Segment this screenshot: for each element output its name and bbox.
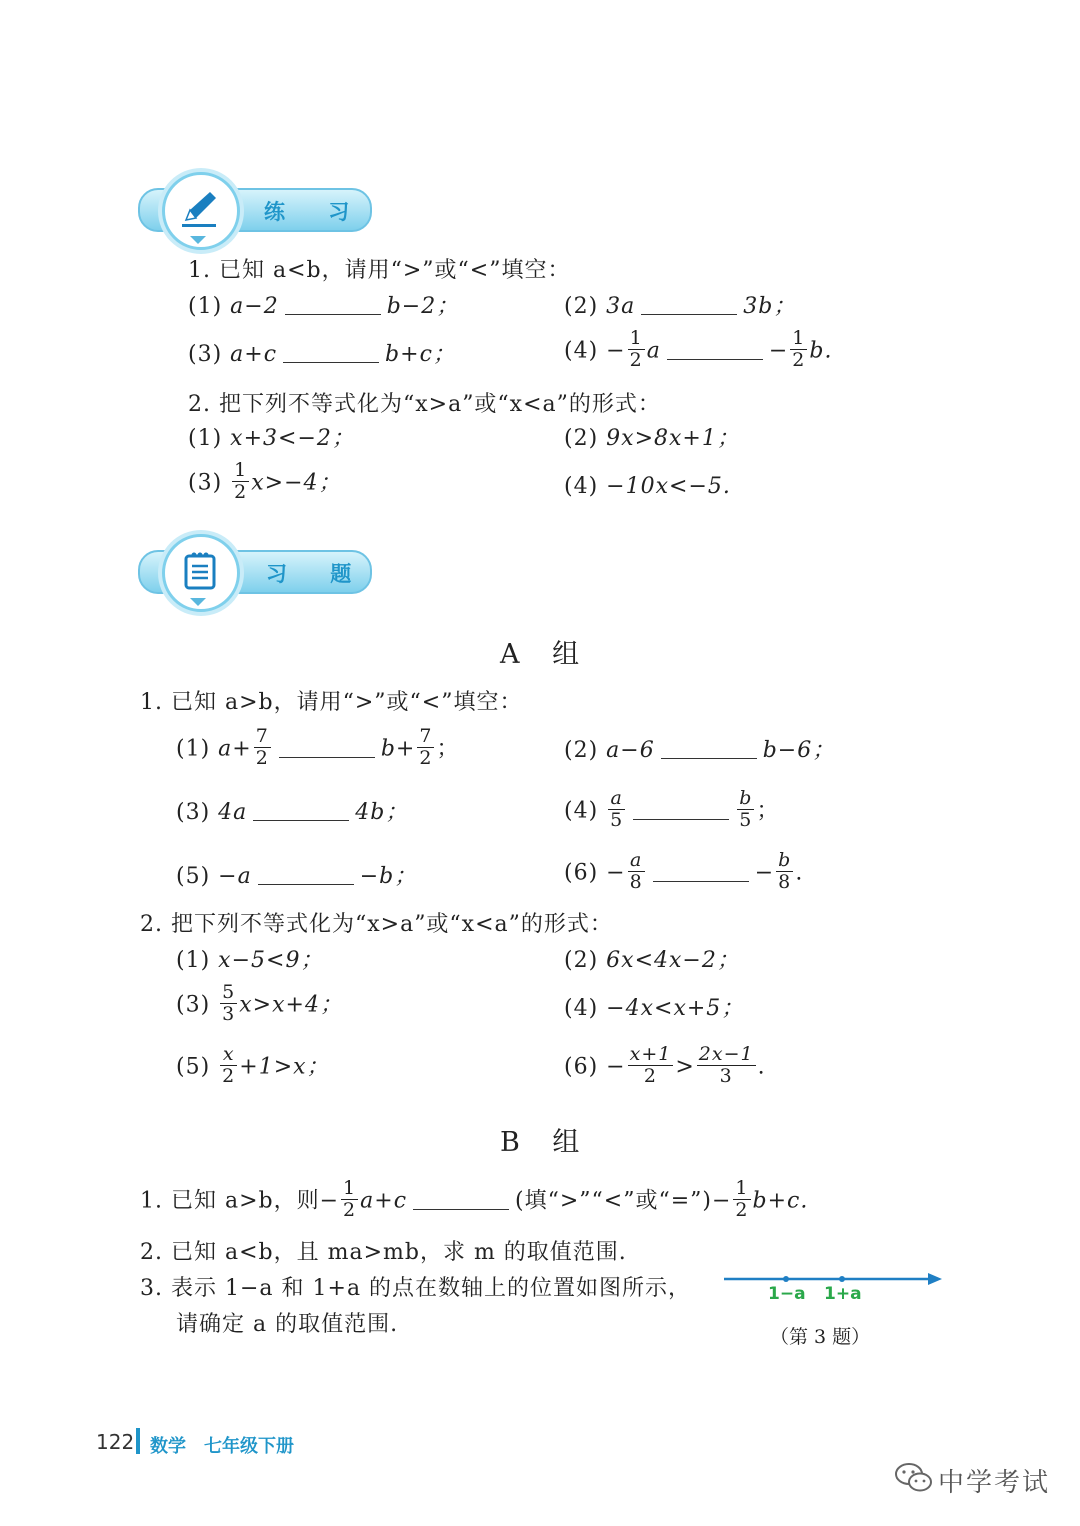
group-a-q1-item6: (6) − $\frac{a}{8}$ − $\frac{b}{8}$ . [564,849,804,893]
answer-blank[interactable] [413,1189,509,1210]
point-1-minus-a [783,1276,789,1282]
exercise-arrow [190,598,206,606]
group-a-q2-item2: (2) 6x<4x−2； [564,948,740,973]
fraction: $\frac{b}{8}$ [778,849,792,893]
fraction: $\frac{5}{3}$ [222,981,236,1025]
group-a-q2-item1: (1) x−5<9； [176,948,324,973]
exercise-label: 习 题 [266,562,370,586]
fraction: $\frac{1}{2}$ [735,1177,749,1221]
group-a-q1: 1. 已知 a>b，请用“>”或“<”填空： [140,690,523,715]
fraction: $\frac{1}{2}$ [629,327,643,371]
fraction: $\frac{7}{2}$ [255,725,269,769]
wechat-icon [894,1460,934,1496]
practice-q1: 1. 已知 a<b，请用“>”或“<”填空： [188,258,571,283]
page-number: 122 [96,1430,135,1454]
practice-label: 练 习 [264,200,368,224]
footer-divider [136,1428,140,1454]
pencil-icon [178,186,222,230]
practice-arrow [190,236,206,244]
answer-blank[interactable] [641,294,737,315]
answer-blank[interactable] [258,864,354,885]
practice-q1-item4: (4) − $\frac{1}{2}$ a − $\frac{1}{2}$ b. [564,327,833,371]
practice-q2: 2. 把下列不等式化为“x>a”或“x<a”的形式： [188,392,661,417]
group-a-q2: 2. 把下列不等式化为“x>a”或“x<a”的形式： [140,912,613,937]
group-a-q1-item5: (5) −a −b； [176,864,418,889]
group-a-q2-item6: (6) − $\frac{x+1}{2}$ > $\frac{2x-1}{3}$ . [564,1043,766,1087]
answer-blank[interactable] [285,294,381,315]
fraction: $\frac{x}{2}$ [222,1043,236,1087]
group-b-q2: 2. 已知 a<b，且 ma>mb，求 m 的取值范围. [140,1240,627,1265]
group-b-q1: 1. 已知 a>b，则− $\frac{1}{2}$ a+c (填“>”“<”或“=”)− $\frac{1}{2}$ b+c. [140,1177,809,1221]
axis-label-1-minus-a: 1−a [768,1284,806,1304]
practice-q2-item2: (2) 9x>8x+1； [564,426,740,451]
point-1-plus-a [839,1276,845,1282]
axis-label-1-plus-a: 1+a [824,1284,862,1304]
watermark-text: 中学考试 [938,1468,1051,1498]
group-a-q1-item4: (4) $\frac{a}{5}$ $\frac{b}{5}$ ； [564,787,780,831]
answer-blank[interactable] [661,738,757,759]
fraction: $\frac{1}{2}$ [792,327,806,371]
fraction: $\frac{7}{2}$ [419,725,433,769]
practice-q2-item1: (1) x+3<−2； [188,426,355,451]
practice-q1-item1: (1) a−2 b−2； [188,294,460,319]
practice-q2-item4: (4) −10x<−5. [564,474,731,499]
answer-blank[interactable] [667,339,763,360]
fraction: $\frac{2x-1}{3}$ [698,1043,754,1087]
notebook-icon [180,550,220,592]
axis-arrow-icon [928,1273,942,1285]
book-title: 数学 七年级下册 [150,1436,294,1457]
answer-blank[interactable] [653,861,749,882]
answer-blank[interactable] [283,342,379,363]
group-a-q2-item4: (4) −4x<x+5； [564,996,745,1021]
group-a-q1-item1: (1) a+ $\frac{7}{2}$ b+ $\frac{7}{2}$ ； [176,725,460,769]
answer-blank[interactable] [279,737,375,758]
answer-blank[interactable] [253,800,349,821]
figure-caption: （第 3 题） [770,1326,871,1348]
group-a-q2-item3: (3) $\frac{5}{3}$ x>x+4； [176,981,343,1025]
group-b-q3-line2: 请确定 a 的取值范围. [176,1312,399,1337]
practice-q2-item3: (3) $\frac{1}{2}$ x>−4； [188,459,342,503]
practice-q1-item2: (2) 3a 3b； [564,294,797,319]
fraction: $\frac{x+1}{2}$ [629,1043,672,1087]
fraction: $\frac{1}{2}$ [343,1177,357,1221]
group-b-title: B 组 [500,1127,592,1158]
answer-blank[interactable] [633,799,729,820]
group-b-q3-line1: 3. 表示 1−a 和 1+a 的点在数轴上的位置如图所示， [140,1276,692,1301]
fraction: $\frac{a}{5}$ [610,787,624,831]
fraction: $\frac{b}{5}$ [739,787,753,831]
fraction: $\frac{1}{2}$ [234,459,248,503]
fraction: $\frac{a}{8}$ [629,849,643,893]
group-a-q2-item5: (5) $\frac{x}{2}$ +1>x； [176,1043,330,1087]
group-a-title: A 组 [500,639,592,670]
group-a-q1-item2: (2) a−6 b−6； [564,738,836,763]
group-a-q1-item3: (3) 4a 4b； [176,800,409,825]
practice-q1-item3: (3) a+c b+c； [188,342,456,367]
